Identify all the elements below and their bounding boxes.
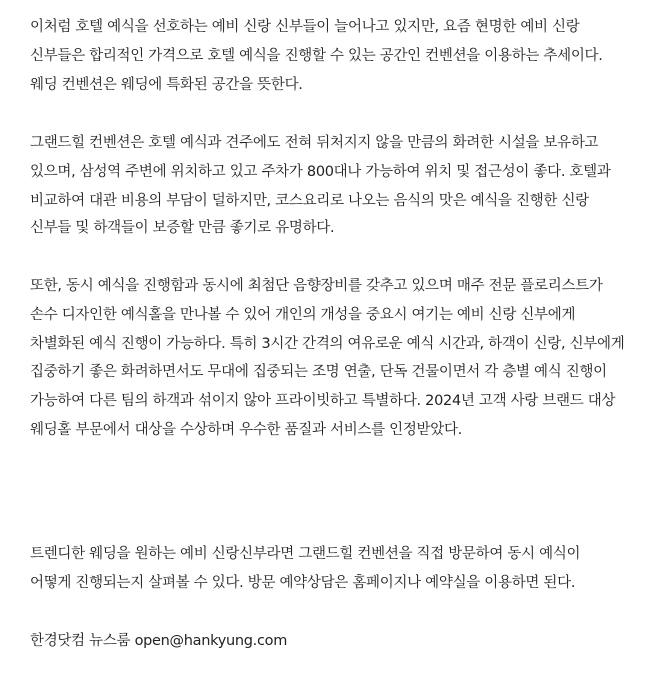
paragraph-line: 웨딩홀 부문에서 대상을 수상하며 우수한 품질과 서비스를 인정받았다.	[30, 422, 462, 438]
paragraph-line: 어떻게 진행되는지 살펴볼 수 있다. 방문 예약상담은 홈페이지나 예약실을 이용하면 된다.	[30, 575, 576, 591]
paragraph-line: 가능하여 다른 팀의 하객과 섞이지 않아 프라이빗하고 특별하다. 2024년 고객 사랑 브랜드 대상	[30, 393, 616, 409]
paragraph-line: 손수 디자인한 예식홀을 만나볼 수 있어 개인의 개성을 중요시 여기는 예비 신랑 신부에게	[30, 307, 576, 323]
paragraph-line: 이처럼 호텔 예식을 선호하는 예비 신랑 신부들이 늘어나고 있지만, 요즘 현명한 예비 신랑	[30, 19, 580, 35]
paragraph-line: 신부들은 합리적인 가격으로 호텔 예식을 진행할 수 있는 공간인 컨벤션을 이용하는 추세이다.	[30, 48, 603, 64]
paragraph-line: 차별화된 예식 진행이 가능하다. 특히 3시간 간격의 여유로운 예식 시간과, 하객이 신랑, 신부에게	[30, 336, 625, 352]
paragraph-line: 비교하여 대관 비용의 부담이 덜하지만, 코스요리로 나오는 음식의 맛은 예식을 진행한 신랑	[30, 193, 589, 209]
paragraph-line: 트렌디한 웨딩을 원하는 예비 신랑신부라면 그랜드힐 컨벤션을 직접 방문하여 동시 예식이	[30, 546, 581, 562]
paragraph-line: 또한, 동시 예식을 진행함과 동시에 최첨단 음향장비를 갖추고 있으며 매주 전문 플로리스트가	[30, 278, 603, 294]
paragraph-line: 있으며, 삼성역 주변에 위치하고 있고 주차가 800대나 가능하여 위치 및 접근성이 좋다. 호텔과	[30, 164, 611, 180]
byline: 한경닷컴 뉴스룸 open@hankyung.com	[30, 633, 288, 649]
paragraph-line: 신부들 및 하객들이 보증할 만큼 좋기로 유명하다.	[30, 220, 335, 236]
paragraph-line: 집중하기 좋은 화려하면서도 무대에 집중되는 조명 연출, 단독 건물이면서 각 층별 예식 진행이	[30, 364, 607, 380]
paragraph-line: 그랜드힐 컨벤션은 호텔 예식과 견주에도 전혀 뒤처지지 않을 만큼의 화려한 시설을 보유하고	[30, 135, 599, 151]
paragraph-line: 웨딩 컨벤션은 웨딩에 특화된 공간을 뜻한다.	[30, 77, 303, 93]
